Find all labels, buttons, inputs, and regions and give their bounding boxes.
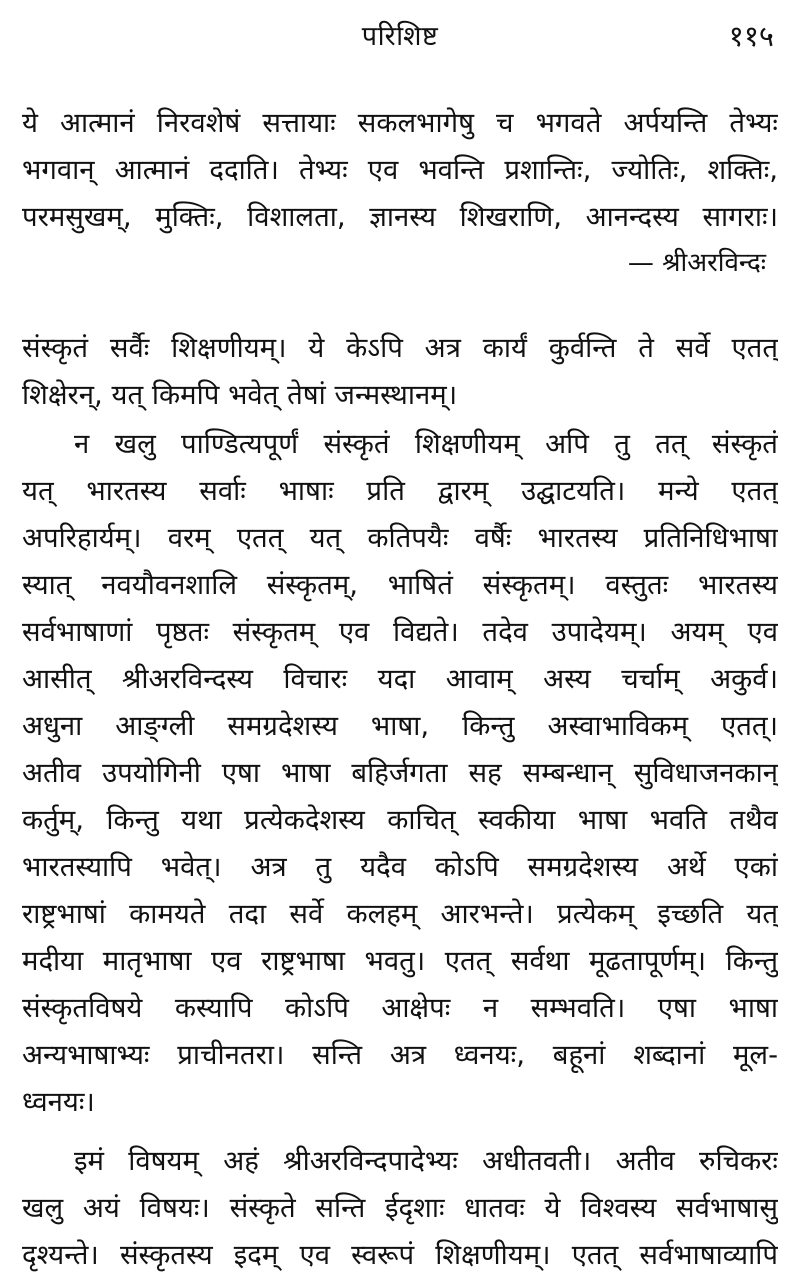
text-line: ये आत्मानं निरवशेषं सत्तायाः सकलभागेषु च भगवते अर्पयन्ति तेभ्यः	[22, 107, 778, 139]
text-line: सर्वभाषाणां पृष्ठतः संस्कृतम् एव विद्यते। तदेव उपादेयम्। अयम् एव	[22, 616, 778, 648]
text-line: भारतस्यापि भवेत्। अत्र तु यदैव कोऽपि समग्रदेशस्य अर्थे एकां	[22, 851, 778, 883]
text-line: मदीया मातृभाषा एव राष्ट्रभाषा भवतु। एतत् सर्वथा मूढतापूर्णम्। किन्तु	[22, 945, 778, 977]
text-line: राष्ट्रभाषां कामयते तदा सर्वे कलहम् आरभन्ते। प्रत्येकम् इच्छति यत्	[22, 898, 778, 930]
text-line: अन्यभाषाभ्यः प्राचीनतरा। सन्ति अत्र ध्वनयः, बहूनां शब्दानां मूल-	[22, 1039, 778, 1071]
text-line: संस्कृतविषये कस्यापि कोऽपि आक्षेपः न सम्भवति। एषा भाषा	[22, 992, 778, 1024]
text-line: स्यात् नवयौवनशालि संस्कृतम्, भाषितं संस्कृतम्। वस्तुतः भारतस्य	[22, 569, 778, 601]
text-line: अधुना आङ्ग्ली समग्रदेशस्य भाषा, किन्तु अस्वाभाविकम् एतत्।	[22, 710, 778, 742]
text-line: शिक्षेरन्, यत् किमपि भवेत् तेषां जन्मस्थानम्।	[22, 379, 458, 411]
quote-attribution: — श्रीअरविन्दः	[627, 248, 766, 278]
text-line: अपरिहार्यम्। वरम् एतत् यत् कतिपयैः वर्षैः भारतस्य प्रतिनिधिभाषा	[22, 522, 778, 554]
quote-paragraph	[22, 100, 778, 285]
text-line: इमं विषयम् अहं श्रीअरविन्दपादेभ्यः अधीतवती। अतीव रुचिकरः	[74, 1145, 778, 1177]
text-line: दृश्यन्ते। संस्कृतस्य इदम् एव स्वरूपं शिक्षणीयम्। एतत् सर्वभाषाव्यापि	[22, 1239, 778, 1271]
text-line: खलु अयं विषयः। संस्कृते सन्ति ईदृशाः धातवः ये विश्वस्य सर्वभाषासु	[22, 1192, 778, 1224]
page-title: परिशिष्ट	[361, 21, 439, 52]
text-line: कर्तुम्, किन्तु यथा प्रत्येकदेशस्य काचित् स्वकीया भाषा भवति तथैव	[22, 804, 778, 836]
text-line: ध्वनयः।	[22, 1086, 95, 1118]
body-paragraph	[22, 1138, 778, 1279]
body-paragraph	[22, 325, 778, 419]
text-line: भगवान् आत्मानं ददाति। तेभ्यः एव भवन्ति प्रशान्तिः, ज्योतिः, शक्तिः,	[22, 154, 778, 186]
text-line: संस्कृतं सर्वैः शिक्षणीयम्। ये केऽपि अत्र कार्यं कुर्वन्ति ते सर्वे एतत्	[22, 332, 778, 364]
body-paragraph	[22, 421, 778, 1126]
text-line: न खलु पाण्डित्यपूर्णं संस्कृतं शिक्षणीयम् अपि तु तत् संस्कृतं	[74, 428, 778, 460]
text-line: आसीत् श्रीअरविन्दस्य विचारः यदा आवाम् अस्य चर्चाम् अकुर्व।	[22, 663, 778, 695]
page-number: ११५	[728, 19, 774, 53]
running-head	[22, 14, 778, 62]
text-line: यत् भारतस्य सर्वाः भाषाः प्रति द्वारम् उद्घाटयति। मन्ये एतत्	[22, 475, 778, 507]
text-line: अतीव उपयोगिनी एषा भाषा बहिर्जगता सह सम्बन्धान् सुविधाजनकान्	[22, 757, 778, 789]
text-line: परमसुखम्, मुक्तिः, विशालता, ज्ञानस्य शिखराणि, आनन्दस्य सागराः।	[22, 201, 778, 233]
